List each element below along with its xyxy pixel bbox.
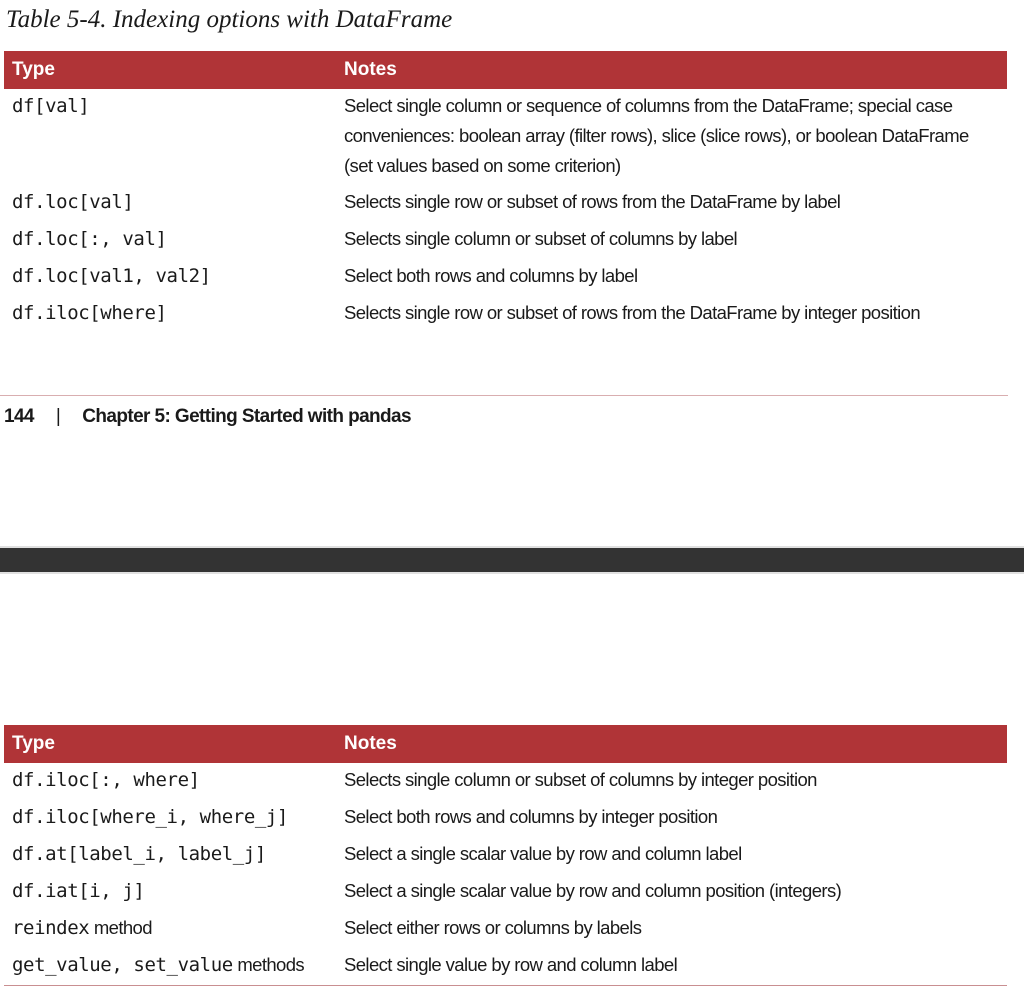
type-code: df.loc[val1, val2] bbox=[12, 265, 211, 287]
table-row bbox=[4, 948, 1007, 986]
header-notes: Notes bbox=[334, 725, 1007, 763]
table-header-row bbox=[4, 51, 1007, 89]
type-cell bbox=[4, 948, 334, 986]
type-code: reindex bbox=[12, 917, 90, 939]
table-row bbox=[4, 222, 1007, 259]
type-text: methods bbox=[232, 954, 305, 975]
type-text: method bbox=[89, 917, 152, 938]
notes-cell: Select a single scalar value by row and column position (integers) bbox=[344, 880, 842, 901]
type-code: df.loc[:, val] bbox=[12, 228, 167, 250]
type-cell bbox=[4, 222, 334, 259]
footer-separator: | bbox=[55, 406, 61, 427]
page-footer bbox=[4, 406, 411, 428]
header-type: Type bbox=[4, 725, 334, 763]
type-code: df.iloc[:, where] bbox=[12, 769, 200, 791]
type-cell bbox=[4, 763, 334, 800]
type-code: df.iloc[where] bbox=[12, 302, 167, 324]
notes-cell: Select single value by row and column label bbox=[344, 954, 678, 975]
notes-cell: Selects single column or subset of columns by integer position bbox=[344, 769, 817, 790]
page-number: 144 bbox=[4, 406, 34, 427]
type-code: df.iloc[where_i, where_j] bbox=[12, 806, 288, 828]
table-row bbox=[4, 185, 1007, 222]
table-row bbox=[4, 259, 1007, 296]
type-cell bbox=[4, 837, 334, 874]
indexing-options-table-1 bbox=[4, 51, 1007, 333]
page-break-divider bbox=[0, 546, 1024, 574]
header-notes: Notes bbox=[334, 51, 1007, 89]
footer-rule bbox=[0, 395, 1008, 396]
notes-cell: Select either rows or columns by labels bbox=[344, 917, 642, 938]
type-code: df[val] bbox=[12, 95, 90, 117]
table-caption: Table 5-4. Indexing options with DataFrame bbox=[6, 6, 453, 33]
table-row bbox=[4, 911, 1007, 948]
type-cell bbox=[4, 259, 334, 296]
table-row bbox=[4, 800, 1007, 837]
type-code: get_value, set_value bbox=[12, 954, 233, 976]
table-row bbox=[4, 89, 1007, 185]
type-cell bbox=[4, 296, 334, 333]
type-cell bbox=[4, 911, 334, 948]
table-row bbox=[4, 837, 1007, 874]
chapter-title: Chapter 5: Getting Started with pandas bbox=[82, 406, 411, 427]
table-row bbox=[4, 296, 1007, 333]
type-code: df.iat[i, j] bbox=[12, 880, 145, 902]
type-code: df.loc[val] bbox=[12, 191, 134, 213]
type-cell bbox=[4, 185, 334, 222]
notes-cell: Select single column or sequence of columns from the DataFrame; special case conveniences: boolean array (filter rows), slice (slice rows), or boolean DataFrame (set values based on some criterion) bbox=[344, 95, 969, 176]
table-row bbox=[4, 874, 1007, 911]
notes-cell: Select both rows and columns by integer position bbox=[344, 806, 718, 827]
type-cell bbox=[4, 874, 334, 911]
notes-cell: Selects single row or subset of rows from the DataFrame by integer position bbox=[344, 302, 921, 323]
table-header-row bbox=[4, 725, 1007, 763]
notes-cell: Select a single scalar value by row and column label bbox=[344, 843, 742, 864]
notes-cell: Select both rows and columns by label bbox=[344, 265, 638, 286]
notes-cell: Selects single row or subset of rows from the DataFrame by label bbox=[344, 191, 841, 212]
indexing-options-table-2 bbox=[4, 725, 1007, 986]
table-row bbox=[4, 763, 1007, 800]
notes-cell: Selects single column or subset of columns by label bbox=[344, 228, 738, 249]
type-cell bbox=[4, 800, 334, 837]
type-code: df.at[label_i, label_j] bbox=[12, 843, 266, 865]
header-type: Type bbox=[4, 51, 334, 89]
type-cell bbox=[4, 89, 334, 185]
